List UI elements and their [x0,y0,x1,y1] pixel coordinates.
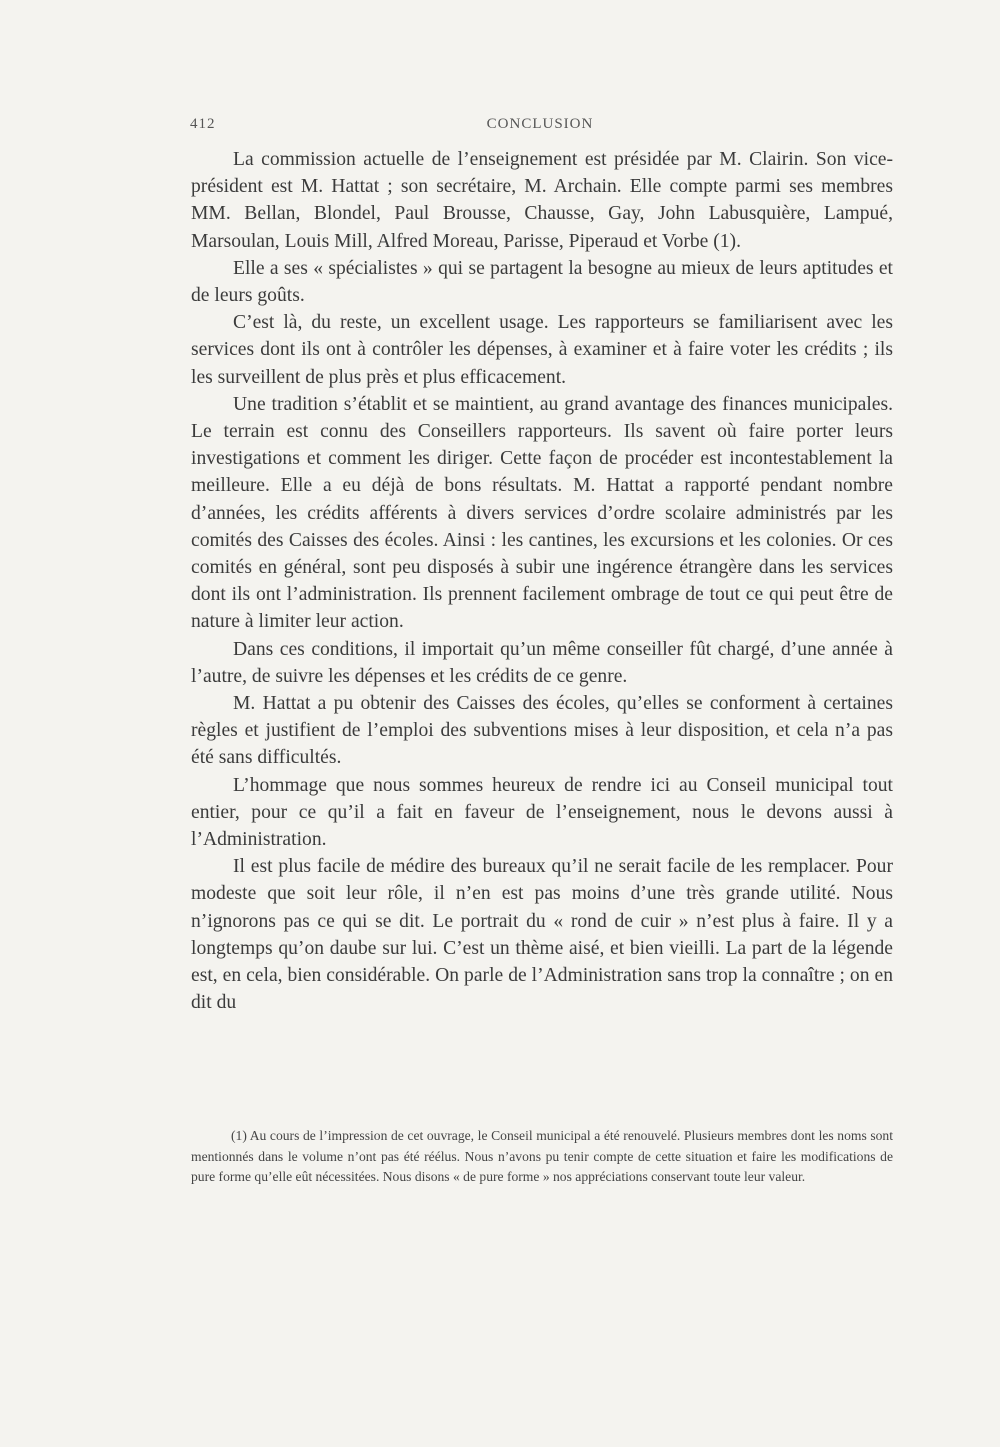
paragraph: La commission actuelle de l’enseignement est présidée par M. Clairin. Son vice-président est M. Hattat ; son secrétaire, M. Archain. Elle compte parmi ses membres MM. Bellan, Blondel, Paul Brousse, Chausse, Gay, John Labusquière, Lampué, Marsoulan, Louis Mill, Alfred Moreau, Parisse, Piperaud et Vorbe (1). [191,149,893,252]
running-title: CONCLUSION [486,116,594,132]
footnotes [191,1126,893,1188]
paragraph: L’hommage que nous sommes heureux de rendre ici au Conseil municipal tout entier, pour ce qu’il a fait en faveur de l’enseignement, nous le devons aussi à l’Administration. [191,774,893,851]
paragraph: Elle a ses « spécialistes » qui se partagent la besogne au mieux de leurs aptitudes et de leurs goûts. [191,257,893,307]
paragraph: M. Hattat a pu obtenir des Caisses des écoles, qu’elles se conforment à certaines règles et justifient de l’emploi des subventions mises à leur disposition, et cela n’a pas été sans difficultés. [191,693,893,769]
page-number: 412 [190,116,216,132]
running-head [190,116,890,140]
paragraph: Une tradition s’établit et se maintient, au grand avantage des finances municipales. Le terrain est connu des Conseillers rapporteurs. Ils savent où faire porter leurs investigations et comment les diriger. Cette façon de procéder est incontestablement la meilleure. Elle a eu déjà de bons résultats. M. Hattat a rapporté pendant nombre d’années, les crédits afférents à divers services d’ordre scolaire administrés par les comités des Caisses des écoles. Ainsi : les cantines, les excursions et les colonies. Or ces comités en général, sont peu disposés à subir une ingérence étrangère dans les services dont ils ont l’administration. Ils prennent facilement ombrage de tout ce qui peut être de nature à limiter leur action. [191,393,893,633]
paragraph: Dans ces conditions, il importait qu’un même conseiller fût chargé, d’une année à l’autre, de suivre les dépenses et les crédits de ce genre. [191,638,893,687]
paragraph: C’est là, du reste, un excellent usage. Les rapporteurs se familiarisent avec les services dont ils ont à contrôler les dépenses, à examiner et à faire voter les crédits ; ils les surveillent de plus près et plus efficacement. [191,312,893,388]
paragraph: Il est plus facile de médire des bureaux qu’il ne serait facile de les remplacer. Pour modeste que soit leur rôle, il n’en est pas moins d’une très grande utilité. Nous n’ignorons pas ce qui se dit. Le portrait du « rond de cuir » n’est plus à faire. Il y a longtemps qu’on daube sur lui. C’est un thème aisé, et bien vieilli. La part de la légende est, en cela, bien considérable. On parle de l’Administration sans trop la connaître ; on en dit du [191,856,893,1014]
body-text [191,146,893,1017]
footnote: (1) Au cours de l’impression de cet ouvrage, le Conseil municipal a été renouvelé. Plusieurs membres dont les noms sont mentionnés dans le volume n’ont pas été réélus. Nous n’avons pu tenir compte de cette situation et faire les modifications de pure forme qu’elle eût nécessitées. Nous disons « de pure forme » nos appréciations conservant toute leur valeur. [191,1128,893,1184]
